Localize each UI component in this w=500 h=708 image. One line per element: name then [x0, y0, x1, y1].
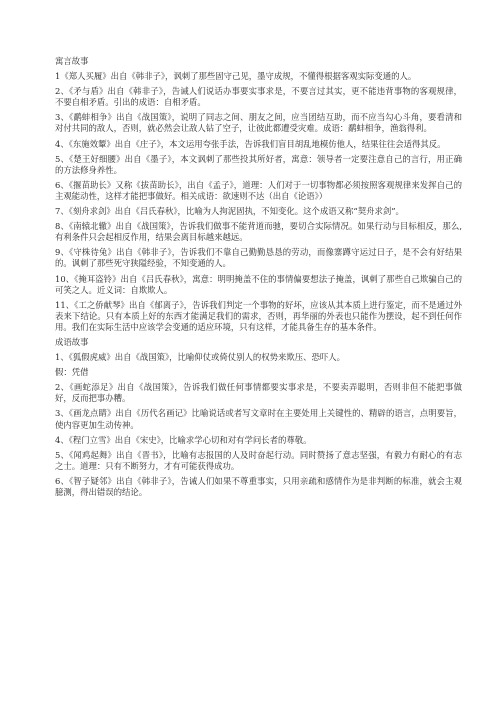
list-item: 假：凭借 [55, 367, 89, 378]
list-item: 6、《揠苗助长》又称《拔苗助长》，出自《孟子》，道理：人们对于一切事物都必须按照客观规律来发挥自己的主观能动性，这样才能把事做好。相关成语：欲速则不达（出自《论语》） [55, 179, 462, 201]
list-item: 7、《刻舟求剑》出自《吕氏春秋》，比喻为人拘泥固执，不知变化。这个成语又称“契舟求剑”。 [55, 206, 404, 217]
section-title: 寓言故事 [55, 56, 89, 66]
list-item: 3、《鹬蚌相争》出自《战国策》，说明了同志之间、朋友之间，应当团结互助，而不应当勾心斗角，要看清和对付共同的敌人，否则，就必然会让敌人钻了空子，让彼此都遭受灾难。成语：鹬蚌相争，渔翁得利。 [55, 112, 462, 134]
section-title: 成语故事 [55, 336, 89, 347]
list-item: 3、《画龙点睛》出自《历代名画记》比喻说话或者写文章时在主要处用上关键性的、精辟的语言，点明要旨，使内容更加生动传神。 [55, 408, 462, 430]
section-fables [55, 56, 462, 333]
list-item: 11、《工之侨献琴》出自《郁离子》，告诉我们判定一个事物的好坏，应该从其本质上进行鉴定，而不是通过外表来下结论。只有本质上好的东西才能满足我们的需求，否则，再华丽的外表也只能作为摆设，起不到任何作用。我们在实际生活中应该学会变通的适应环境，只有这样，才能具备生存的基本条件。 [55, 299, 462, 332]
list-item: 9、《守株待兔》出自《韩非子》，告诉我们不靠自己勤勤恳恳的劳动，而像寨蹲守运过日子，是不会有好结果的。讽刺了那些死守狭隘经验，不知变通的人。 [55, 247, 462, 269]
list-item: 5、《闻鸡起舞》出自《晋书》，比喻有志报国的人及时奋起行动。同时赞扬了意志坚强，有毅力有耐心的有志之士。道理：只有不断努力，才有可能获得成功。 [55, 449, 462, 471]
list-item: 2、《矛与盾》出自《韩非子》，告诫人们说话办事要实事求是，不要言过其实，更不能违背事物的客观规律，不要自相矛盾。引出的成语：自相矛盾。 [55, 86, 462, 108]
section-idioms [55, 337, 462, 498]
list-item: 4、《东施效颦》出自《庄子》，本文运用夸张手法，告诉我们盲目胡乱地模仿他人，结果往往会适得其反。 [55, 138, 446, 149]
list-item: 10、《掩耳盗铃》出自《吕氏春秋》，寓意：明明掩盖不住的事情偏要想法子掩盖，讽刺了那些自己欺骗自己的可笑之人。近义词：自欺欺人。 [55, 273, 462, 295]
list-item: 8、《南辕北辙》出自《战国策》，告诉我们做事不能背道而驰，要切合实际情况。如果行动与目标相反，那么,有利条件只会起相反作用，结果会离目标越来越远。 [55, 221, 462, 243]
list-item: 5、《楚王好细腰》出自《墨子》，本文讽刺了那些投其所好者，寓意：领导者一定要注意自己的言行，用正确的方法修身养性。 [55, 153, 462, 175]
list-item: 6、《智子疑邻》出自《韩非子》，告诫人们如果不尊重事实，只用亲疏和感情作为是非判断的标准，就会主观臆测，得出错误的结论。 [55, 475, 462, 497]
list-item: 1、《狐假虎威》出自《战国策》，比喻仰仗或倚仗别人的权势来欺压、恐吓人。 [55, 352, 346, 363]
list-item: 2、《画蛇添足》出自《战国策》，告诉我们做任何事情都要实事求是，不要卖弄聪明，否则非但不能把事做好，反而把事办糟。 [55, 382, 462, 404]
list-item: 4、《程门立雪》出自《宋史》，比喻求学心切和对有学问长者的尊敬。 [55, 434, 312, 445]
list-item: 1《郑人买履》出自《韩非子》，讽刺了那些固守己见，墨守成规，不懂得根据客观实际变通的人。 [55, 71, 417, 82]
